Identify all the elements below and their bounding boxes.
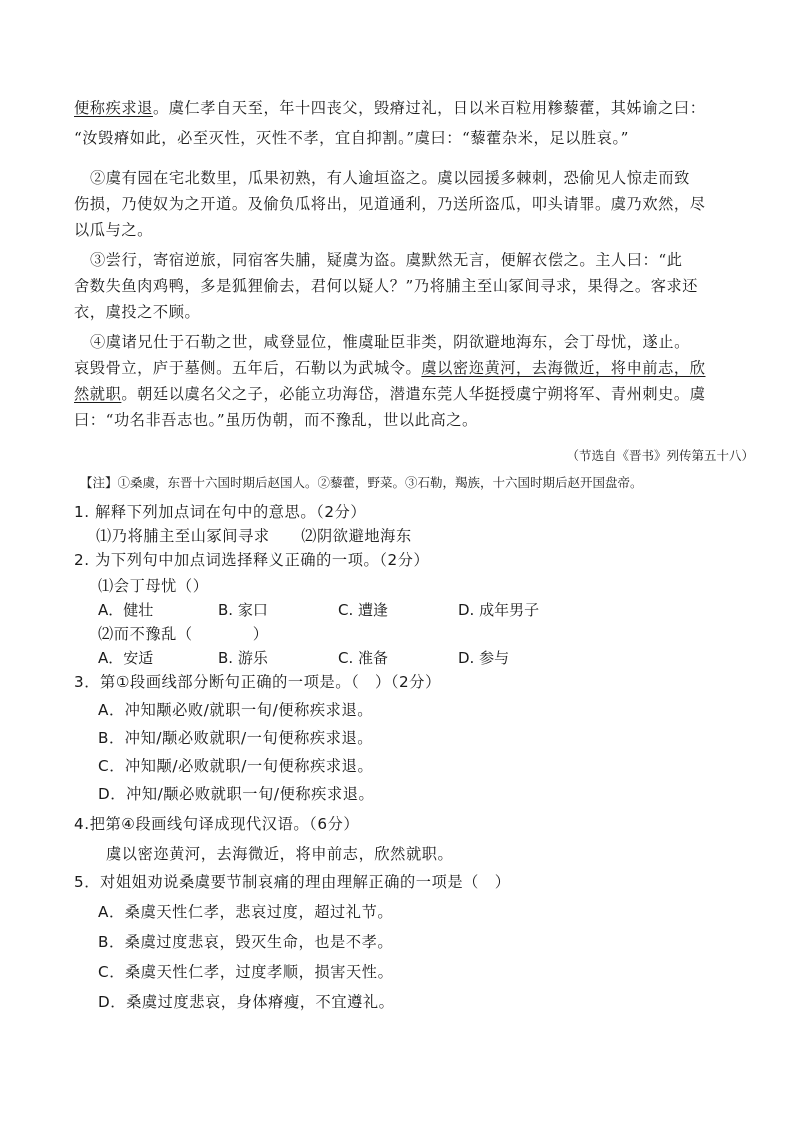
question-4-sentence: 虞以密迩黄河，去海微近，将申前志，欣然就职。 xyxy=(106,845,454,863)
passage-line: “汝毁瘠如此，必至灭性，灭性不孝，宜自抑割。”虞曰：“藜藿杂米，足以胜哀。” xyxy=(74,129,630,147)
question-4-stem: 4.把第④段画线句译成现代汉语。（6分） xyxy=(74,815,360,833)
question-3-option-a[interactable]: A．冲知颙必败/就职一旬/便称疾求退。 xyxy=(98,701,374,719)
passage-line: 哀毁骨立，庐于墓侧。五年后，石勒以为武城令。虞以密迩黄河，去海微近，将申前志，欣 xyxy=(74,359,706,377)
underlined-text: 然就职 xyxy=(74,385,122,403)
option-d[interactable]: D. 参与 xyxy=(458,649,510,667)
passage-line: 以瓜与之。 xyxy=(74,221,153,239)
question-5-stem: 5．对姐姐劝说桑虞要节制哀痛的理由理解正确的一项是（ ） xyxy=(74,873,511,891)
question-2-sub2: ⑵而不豫乱（ ） xyxy=(98,625,269,643)
question-5-option-c[interactable]: C．桑虞天性仁孝，过度孝顺，损害天性。 xyxy=(98,963,394,981)
option-a[interactable]: A．安适 xyxy=(98,649,154,667)
passage-line: ③尝行，寄宿逆旅，同宿客失脯，疑虞为盗。虞默然无言，便解衣偿之。主人曰：“此 xyxy=(90,251,683,269)
question-3-option-d[interactable]: D．冲知/颙必败就职一旬/便称疾求退。 xyxy=(98,785,375,803)
question-2-stem: 2. 为下列句中加点词选择释义正确的一项。（2分） xyxy=(74,551,430,569)
annotation-note: 【注】①桑虞，东晋十六国时期后赵国人。②藜藿，野菜。③石勒，羯族，十六国时期后赵开国盘帝。 xyxy=(80,475,643,490)
passage-line: ④虞诸兄仕于石勒之世，咸登显位，惟虞耻臣非类，阴欲避地海东，会丁母忧，遂止。 xyxy=(90,333,690,351)
passage-line: 便称疾求退。虞仁孝自天至，年十四丧父，毁瘠过礼，日以米百粒用糁藜藿，其姊谕之曰： xyxy=(74,99,706,117)
question-3-option-c[interactable]: C．冲知颙/必败就职/一旬便称疾求退。 xyxy=(98,757,374,775)
question-3-stem: 3．第①段画线部分断句正确的一项是。（ ）（2分） xyxy=(74,673,441,691)
underlined-text: 便称疾求退 xyxy=(74,99,153,117)
option-c[interactable]: C. 遭逢 xyxy=(338,601,389,619)
question-5-option-d[interactable]: D．桑虞过度悲哀，身体瘠瘦，不宜遵礼。 xyxy=(98,993,395,1011)
passage-line: 舍数失鱼肉鸡鸭，多是狐狸偷去，君何以疑人？”乃将脯主至山冢间寻求，果得之。客求还 xyxy=(74,277,699,295)
source-citation: （节选自《晋书》列传第五十八） xyxy=(566,448,754,463)
question-3-option-b[interactable]: B．冲知/颙必败就职/一旬便称疾求退。 xyxy=(98,729,374,747)
option-c[interactable]: C. 准备 xyxy=(338,649,389,667)
underlined-text: 虞以密迩黄河，去海微近，将申前志，欣 xyxy=(421,359,706,377)
passage-line: 伤损，乃使奴为之开道。及偷负瓜将出，见道通利，乃送所盗瓜，叩头请罪。虞乃欢然，尽 xyxy=(74,195,706,213)
passage-line: 然就职。朝廷以虞名父之子，必能立功海岱，潜遣东莞人华挺授虞宁朔将军、青州刺史。虞 xyxy=(74,385,706,403)
option-a[interactable]: A．健壮 xyxy=(98,601,154,619)
passage-line: ②虞有园在宅北数里，瓜果初熟，有人逾垣盗之。虞以园援多棘刺，恐偷见人惊走而致 xyxy=(90,169,690,187)
question-5-option-a[interactable]: A．桑虞天性仁孝，悲哀过度，超过礼节。 xyxy=(98,903,394,921)
question-5-option-b[interactable]: B．桑虞过度悲哀，毁灭生命，也是不孝。 xyxy=(98,933,394,951)
question-1-items: ⑴乃将脯主至山冢间寻求 ⑵阴欲避地海东 xyxy=(96,527,412,545)
passage-line: 衣，虞投之不顾。 xyxy=(74,303,201,321)
question-2-sub1: ⑴会丁母忧（） xyxy=(98,577,209,595)
option-b[interactable]: B. 家口 xyxy=(218,601,268,619)
option-d[interactable]: D. 成年男子 xyxy=(458,601,540,619)
question-1-stem: 1. 解释下列加点词在句中的意思。（2分） xyxy=(74,503,367,521)
passage-line: 曰：“功名非吾志也。”虽历伪朝，而不豫乱，世以此高之。 xyxy=(74,411,478,429)
option-b[interactable]: B. 游乐 xyxy=(218,649,268,667)
